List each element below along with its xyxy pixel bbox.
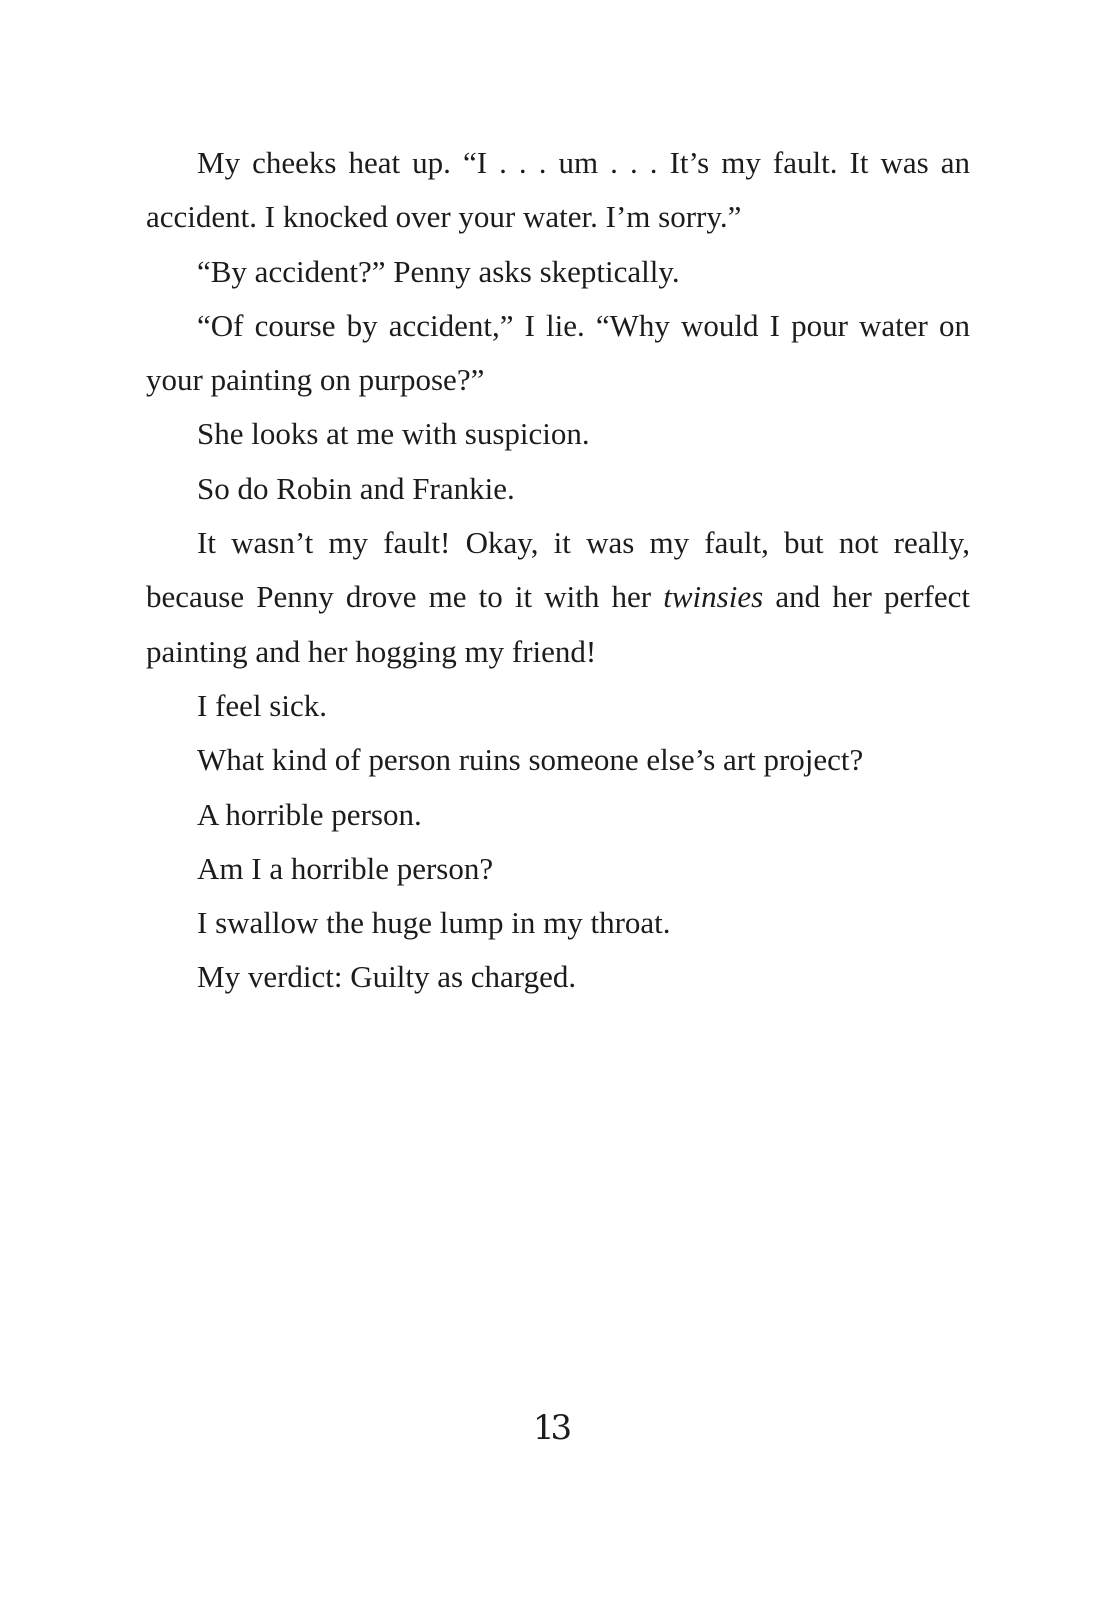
paragraph: I feel sick. [197,687,327,723]
paragraph: “Of course by accident,” I lie. “Why would I pour water on your painting on purpose?” [146,307,970,398]
body-text [146,136,970,1005]
paragraph: So do Robin and Frankie. [197,470,515,506]
paragraph: Am I a horrible person? [197,850,494,886]
paragraph: “By accident?” Penny asks skeptically. [197,253,680,289]
paragraph: My verdict: Guilty as charged. [197,959,577,995]
paragraph: She looks at me with suspicion. [197,416,590,452]
paragraph-text: and her perfect painting and her hogging my friend! [146,579,970,669]
emphasized-word: twinsies [663,579,764,615]
paragraph: What kind of person ruins someone else’s art project? [197,742,864,778]
paragraph: My cheeks heat up. “I . . . um . . . It’s my fault. It was an accident. I knocked over your water. I’m sorry.” [146,145,970,235]
paragraph: I swallow the huge lump in my throat. [197,905,671,941]
paragraph [146,516,970,679]
paragraph-text: It wasn’t my fault! Okay, it was my fault, but not really, because Penny drove me to it with her [146,525,970,615]
paragraph: A horrible person. [197,796,422,832]
page-number: 13 [532,1408,569,1448]
